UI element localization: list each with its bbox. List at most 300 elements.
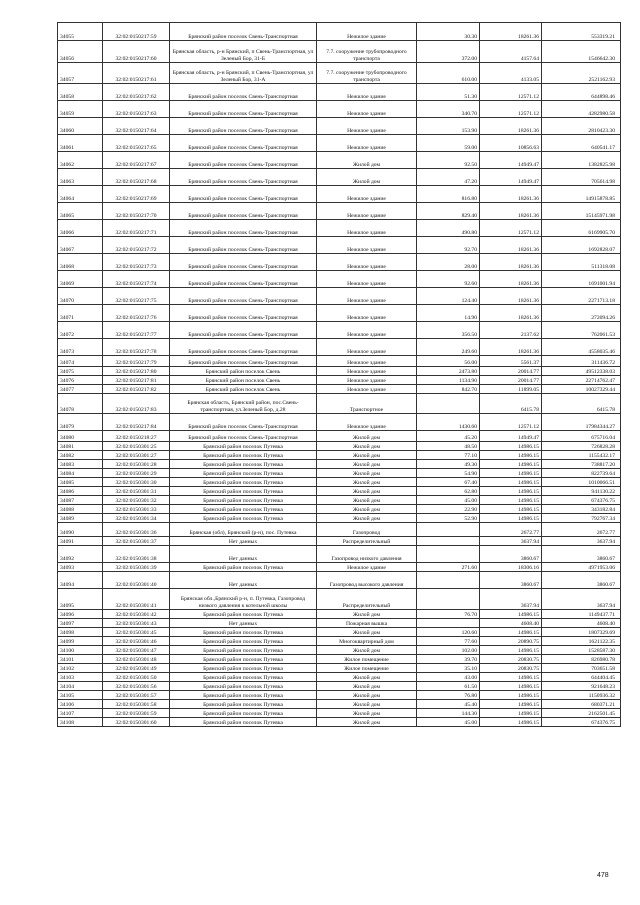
address-cell: Брянская (обл), Брянский (р-н), пос. Путевка [170,523,317,537]
area-value-cell: 271.60 [417,563,480,572]
address-cell: Брянский район поселок Свень-Транспортная [170,271,317,288]
table-row [58,589,621,610]
object-type-cell: Газопровод высокого давления [317,572,417,589]
area-value-cell [417,572,480,589]
area-value-cell: 51.30 [417,84,480,101]
object-type-cell: Жилое помещение [317,655,417,664]
cadastral-number-cell: 32:02:0150217:60 [103,41,170,63]
table-row [58,563,621,572]
unit-price-cell: 14986.15 [480,442,542,451]
cadastral-number-cell: 32:02:0150301:59 [103,709,170,718]
unit-price-cell: 14986.15 [480,478,542,487]
address-cell: Брянский район поселок Путевка [170,563,317,572]
row-number-cell: 34077 [58,385,103,394]
row-number-cell: 34080 [58,431,103,442]
unit-price-cell: 18261.36 [480,118,542,135]
unit-price-cell: 14986.15 [480,496,542,505]
cadastral-number-cell: 32:02:0150301:25 [103,442,170,451]
area-value-cell: 59.00 [417,135,480,152]
address-cell: Брянский район поселок Путевка [170,682,317,691]
row-number-cell: 34099 [58,637,103,646]
address-cell: Брянский район поселок Свень-Транспортная [170,23,317,41]
object-type-cell: Распределительный [317,589,417,610]
area-value-cell: 35.10 [417,664,480,673]
cadastral-number-cell: 32:02:0150217:62 [103,84,170,101]
area-value-cell: 77.10 [417,451,480,460]
table-row [58,496,621,505]
cadastral-number-cell: 32:02:0150217:79 [103,356,170,367]
unit-price-cell: 14986.15 [480,700,542,709]
unit-price-cell: 3637.94 [480,537,542,546]
unit-price-cell: 12571.12 [480,414,542,431]
cadastral-cost-cell: 644404.45 [542,673,621,682]
unit-price-cell: 3860.67 [480,546,542,563]
table-row [58,169,621,186]
address-cell: Брянский район поселок Путевка [170,664,317,673]
object-type-cell: 7.7. сооружение трубопроводного транспорта [317,41,417,63]
row-number-cell: 34069 [58,271,103,288]
cadastral-cost-cell: 921648.23 [542,682,621,691]
cadastral-number-cell: 32:02:0150217:77 [103,322,170,339]
table-row [58,84,621,101]
area-value-cell: 22.90 [417,505,480,514]
area-value-cell: 45.20 [417,431,480,442]
object-type-cell: Нежилое здание [317,135,417,152]
row-number-cell: 34108 [58,718,103,727]
cadastral-number-cell: 32:02:0150301:34 [103,514,170,523]
property-table [57,22,621,727]
table-row [58,237,621,254]
cadastral-cost-cell: 14915878.85 [542,186,621,203]
address-cell: Брянский район поселок Путевка [170,442,317,451]
unit-price-cell: 14986.15 [480,610,542,619]
cadastral-cost-cell: 674376.75 [542,496,621,505]
object-type-cell: Жилой дом [317,709,417,718]
address-cell: Брянский район поселок Свень-Транспортная [170,305,317,322]
cadastral-number-cell: 32:02:0150301:56 [103,682,170,691]
address-cell: Брянский район поселок Путевка [170,451,317,460]
unit-price-cell: 14949.47 [480,169,542,186]
row-number-cell: 34088 [58,505,103,514]
table-row [58,414,621,431]
area-value-cell [417,619,480,628]
table-row [58,460,621,469]
cadastral-number-cell: 32:02:0150217:71 [103,220,170,237]
cadastral-number-cell: 32:02:0150301:50 [103,673,170,682]
object-type-cell: Нежилое здание [317,84,417,101]
cadastral-cost-cell: 311436.72 [542,356,621,367]
table-row [58,546,621,563]
cadastral-number-cell: 32:02:0150301:38 [103,546,170,563]
address-cell: Брянский район поселок Путевка [170,505,317,514]
table-row [58,709,621,718]
row-number-cell: 34093 [58,563,103,572]
row-number-cell: 34107 [58,709,103,718]
table-row [58,220,621,237]
object-type-cell: Нежилое здание [317,118,417,135]
address-cell: Брянский район поселок Путевка [170,700,317,709]
cadastral-number-cell: 32:02:0150217:74 [103,271,170,288]
cadastral-number-cell: 32:02:0150301:27 [103,451,170,460]
area-value-cell: 92.50 [417,152,480,169]
row-number-cell: 34100 [58,646,103,655]
unit-price-cell: 18306.16 [480,563,542,572]
row-number-cell: 34067 [58,237,103,254]
object-type-cell: Жилой дом [317,469,417,478]
cadastral-cost-cell: 553319.21 [542,23,621,41]
area-value-cell: 67.40 [417,478,480,487]
area-value-cell: 120.60 [417,628,480,637]
area-value-cell: 77.60 [417,637,480,646]
table-row [58,655,621,664]
area-value-cell: 816.80 [417,186,480,203]
cadastral-number-cell: 32:02:0150217:64 [103,118,170,135]
area-value-cell: 1430.60 [417,414,480,431]
unit-price-cell: 14949.47 [480,152,542,169]
cadastral-cost-cell: 822739.64 [542,469,621,478]
address-cell: Брянский район поселок Свень-Транспортная [170,431,317,442]
address-cell: Брянский район поселок Путевка [170,514,317,523]
unit-price-cell: 4133.05 [480,63,542,84]
area-value-cell: 249.60 [417,339,480,356]
unit-price-cell: 18261.36 [480,186,542,203]
row-number-cell: 34055 [58,23,103,41]
cadastral-number-cell: 32:02:0150301:47 [103,646,170,655]
cadastral-cost-cell: 703651.58 [542,664,621,673]
cadastral-number-cell: 32:02:0150217:73 [103,254,170,271]
cadastral-cost-cell: 3860.67 [542,546,621,563]
table-row [58,271,621,288]
cadastral-number-cell: 32:02:0150217:61 [103,63,170,84]
unit-price-cell: 18261.36 [480,23,542,41]
object-type-cell: Жилой дом [317,431,417,442]
area-value-cell: 124.40 [417,288,480,305]
unit-price-cell: 14949.47 [480,431,542,442]
cadastral-cost-cell: 738817.20 [542,460,621,469]
cadastral-cost-cell: 2271713.18 [542,288,621,305]
cadastral-number-cell: 32:02:0150301:37 [103,537,170,546]
row-number-cell: 34085 [58,478,103,487]
cadastral-cost-cell: 705614.98 [542,169,621,186]
area-value-cell: 2473.80 [417,367,480,376]
object-type-cell: Нежилое здание [317,254,417,271]
row-number-cell: 34105 [58,691,103,700]
address-cell: Брянский район поселок Путевка [170,673,317,682]
row-number-cell: 34095 [58,589,103,610]
area-value-cell: 62.80 [417,487,480,496]
row-number-cell: 34087 [58,496,103,505]
cadastral-number-cell: 32:02:0150301:39 [103,563,170,572]
object-type-cell: Нежилое здание [317,186,417,203]
object-type-cell: Жилой дом [317,152,417,169]
area-value-cell: 47.20 [417,169,480,186]
row-number-cell: 34072 [58,322,103,339]
unit-price-cell: 18261.36 [480,203,542,220]
table-row [58,101,621,118]
object-type-cell: Нежилое здание [317,356,417,367]
unit-price-cell: 18261.36 [480,305,542,322]
cadastral-cost-cell: 1692828.07 [542,237,621,254]
cadastral-number-cell: 32:02:0150301:45 [103,628,170,637]
row-number-cell: 34071 [58,305,103,322]
area-value-cell: 48.50 [417,442,480,451]
row-number-cell: 34104 [58,682,103,691]
object-type-cell: Жилой дом [317,514,417,523]
unit-price-cell: 20890.75 [480,637,542,646]
object-type-cell: Газопровод низкого давления [317,546,417,563]
area-value-cell: 490.80 [417,220,480,237]
area-value-cell: 610.00 [417,63,480,84]
cadastral-number-cell: 32:02:0150217:72 [103,237,170,254]
address-cell: Брянский район поселок Свень-Транспортная [170,101,317,118]
object-type-cell: Нежилое здание [317,414,417,431]
object-type-cell: Жилой дом [317,442,417,451]
cadastral-number-cell: 32:02:0150301:31 [103,487,170,496]
cadastral-cost-cell: 1155432.17 [542,451,621,460]
address-cell: Брянский район поселок Свень-Транспортная [170,414,317,431]
table-row [58,700,621,709]
object-type-cell: Нежилое здание [317,271,417,288]
cadastral-cost-cell: 762061.53 [542,322,621,339]
table-row [58,610,621,619]
unit-price-cell: 12571.12 [480,220,542,237]
table-row [58,135,621,152]
cadastral-cost-cell: 640541.17 [542,135,621,152]
cadastral-number-cell: 32:02:0150217:68 [103,169,170,186]
unit-price-cell: 18261.36 [480,254,542,271]
cadastral-number-cell: 32:02:0150301:33 [103,505,170,514]
row-number-cell: 34066 [58,220,103,237]
unit-price-cell: 14986.15 [480,469,542,478]
table-row [58,367,621,376]
row-number-cell: 34097 [58,619,103,628]
table-row [58,572,621,589]
table-row [58,673,621,682]
cadastral-number-cell: 32:02:0150301:58 [103,700,170,709]
cadastral-number-cell: 32:02:0150301:36 [103,523,170,537]
cadastral-cost-cell: 2162501.45 [542,709,621,718]
address-cell: Брянский район поселок Свень-Транспортная [170,135,317,152]
cadastral-cost-cell: 4558035.46 [542,339,621,356]
area-value-cell: 56.00 [417,356,480,367]
table-row [58,431,621,442]
address-cell: Брянский район поселок Свень-Транспортная [170,203,317,220]
unit-price-cell: 14986.15 [480,673,542,682]
table-row [58,63,621,84]
unit-price-cell: 14986.15 [480,514,542,523]
cadastral-number-cell: 32:02:0150217:82 [103,385,170,394]
unit-price-cell: 14986.15 [480,709,542,718]
address-cell: Брянский район поселок Свень-Транспортная [170,288,317,305]
unit-price-cell: 2137.62 [480,322,542,339]
unit-price-cell: 14986.15 [480,487,542,496]
unit-price-cell: 5561.37 [480,356,542,367]
address-cell: Брянский район поселок Свень-Транспортная [170,152,317,169]
row-number-cell: 34096 [58,610,103,619]
table-row [58,523,621,537]
address-cell: Брянский район поселок Путевка [170,646,317,655]
address-cell: Брянский район поселок Свень-Транспортная [170,254,317,271]
table-row [58,356,621,367]
unit-price-cell: 4608.40 [480,619,542,628]
row-number-cell: 34089 [58,514,103,523]
cadastral-cost-cell: 826980.78 [542,655,621,664]
area-value-cell [417,394,480,414]
unit-price-cell: 20830.75 [480,655,542,664]
unit-price-cell: 12571.12 [480,101,542,118]
cadastral-number-cell: 32:02:0150301:28 [103,460,170,469]
address-cell: Брянская обл.,Брянский р-н, п. Путевка, Газопровод низкого давления к котельной школы [170,589,317,610]
object-type-cell: Нежилое здание [317,305,417,322]
address-cell: Брянский район поселок Путевка [170,610,317,619]
row-number-cell: 34059 [58,101,103,118]
area-value-cell: 372.00 [417,41,480,63]
table-row [58,478,621,487]
table-row [58,385,621,394]
table-row [58,118,621,135]
cadastral-number-cell: 32:02:0150217:78 [103,339,170,356]
address-cell: Брянский район поселок Свень-Транспортная [170,322,317,339]
cadastral-cost-cell: 2810423.30 [542,118,621,135]
area-value-cell [417,589,480,610]
object-type-cell: Жилой дом [317,169,417,186]
row-number-cell: 34082 [58,451,103,460]
table-row [58,376,621,385]
cadastral-cost-cell: 4971953.06 [542,563,621,572]
cadastral-cost-cell: 343182.84 [542,505,621,514]
table-row [58,469,621,478]
object-type-cell: Нежилое здание [317,220,417,237]
cadastral-number-cell: 32:02:0150301:48 [103,655,170,664]
address-cell: Брянская область, р-н Брянский, п Свень-Транспортная, ул Зеленый Бор, 31-А [170,63,317,84]
area-value-cell [417,546,480,563]
cadastral-cost-cell: 4282980.58 [542,101,621,118]
area-value-cell: 340.70 [417,101,480,118]
area-value-cell: 61.50 [417,682,480,691]
unit-price-cell: 18261.36 [480,237,542,254]
table-row [58,186,621,203]
unit-price-cell: 14986.15 [480,505,542,514]
unit-price-cell: 14986.15 [480,682,542,691]
row-number-cell: 34106 [58,700,103,709]
object-type-cell: Нежилое здание [317,288,417,305]
area-value-cell: 54.90 [417,469,480,478]
address-cell: Нет данных [170,537,317,546]
cadastral-cost-cell: 1807329.69 [542,628,621,637]
unit-price-cell: 14986.15 [480,646,542,655]
cadastral-number-cell: 32:02:0150301:29 [103,469,170,478]
area-value-cell: 49.30 [417,460,480,469]
row-number-cell: 34102 [58,664,103,673]
cadastral-cost-cell: 1621122.35 [542,637,621,646]
object-type-cell: Жилой дом [317,682,417,691]
address-cell: Нет данных [170,619,317,628]
cadastral-cost-cell: 941130.22 [542,487,621,496]
cadastral-cost-cell: 272094.26 [542,305,621,322]
address-cell: Брянский район поселок Свень [170,376,317,385]
address-cell: Брянский район поселок Свень-Транспортная [170,84,317,101]
row-number-cell: 34081 [58,442,103,451]
cadastral-number-cell: 32:02:0150301:42 [103,610,170,619]
row-number-cell: 34061 [58,135,103,152]
area-value-cell: 14.90 [417,305,480,322]
cadastral-cost-cell: 644898.46 [542,84,621,101]
row-number-cell: 34084 [58,469,103,478]
object-type-cell: Жилое помещение [317,664,417,673]
row-number-cell: 34064 [58,186,103,203]
unit-price-cell: 10856.63 [480,135,542,152]
row-number-cell: 34073 [58,339,103,356]
cadastral-cost-cell: 1149437.71 [542,610,621,619]
row-number-cell: 34058 [58,84,103,101]
address-cell: Брянская область, Брянский район, пос.Свень-транспортная, ул.Зеленый Бор, д.28 [170,394,317,414]
area-value-cell: 356.50 [417,322,480,339]
cadastral-cost-cell: 4608.40 [542,619,621,628]
cadastral-cost-cell: 10027329.44 [542,385,621,394]
address-cell: Брянский район поселок Свень [170,367,317,376]
cadastral-number-cell: 32:02:0150217:76 [103,305,170,322]
table-row [58,41,621,63]
row-number-cell: 34103 [58,673,103,682]
area-value-cell: 1134.90 [417,376,480,385]
object-type-cell: Нежилое здание [317,385,417,394]
table-row [58,442,621,451]
cadastral-number-cell: 32:02:0150218:27 [103,431,170,442]
address-cell: Брянский район поселок Свень-Транспортная [170,356,317,367]
table-row [58,682,621,691]
unit-price-cell: 20014.77 [480,376,542,385]
cadastral-cost-cell: 680371.21 [542,700,621,709]
table-row [58,23,621,41]
address-cell: Брянский район поселок Путевка [170,487,317,496]
object-type-cell: Жилой дом [317,487,417,496]
row-number-cell: 34079 [58,414,103,431]
cadastral-cost-cell: 49512338.03 [542,367,621,376]
cadastral-number-cell: 32:02:0150217:65 [103,135,170,152]
unit-price-cell: 11899.05 [480,385,542,394]
row-number-cell: 34091 [58,537,103,546]
unit-price-cell: 14986.15 [480,718,542,727]
cadastral-number-cell: 32:02:0150217:84 [103,414,170,431]
area-value-cell [417,523,480,537]
table-row [58,152,621,169]
address-cell: Брянский район поселок Свень-Транспортная [170,186,317,203]
table-row [58,339,621,356]
object-type-cell: Жилой дом [317,646,417,655]
cadastral-cost-cell: 3637.94 [542,537,621,546]
address-cell: Брянский район поселок Свень-Транспортная [170,118,317,135]
row-number-cell: 34068 [58,254,103,271]
object-type-cell: Жилой дом [317,478,417,487]
object-type-cell: Газопровод [317,523,417,537]
row-number-cell: 34063 [58,169,103,186]
unit-price-cell: 18261.36 [480,288,542,305]
area-value-cell [417,537,480,546]
table-row [58,505,621,514]
object-type-cell: Жилой дом [317,496,417,505]
row-number-cell: 34060 [58,118,103,135]
cadastral-cost-cell: 22714762.47 [542,376,621,385]
object-type-cell: Нежилое здание [317,339,417,356]
cadastral-cost-cell: 6169905.70 [542,220,621,237]
cadastral-number-cell: 32:02:0150217:70 [103,203,170,220]
object-type-cell: Жилой дом [317,505,417,514]
cadastral-number-cell: 32:02:0150301:46 [103,637,170,646]
cadastral-cost-cell: 675716.04 [542,431,621,442]
object-type-cell: Нежилое здание [317,376,417,385]
unit-price-cell: 18261.36 [480,271,542,288]
cadastral-number-cell: 32:02:0150217:67 [103,152,170,169]
